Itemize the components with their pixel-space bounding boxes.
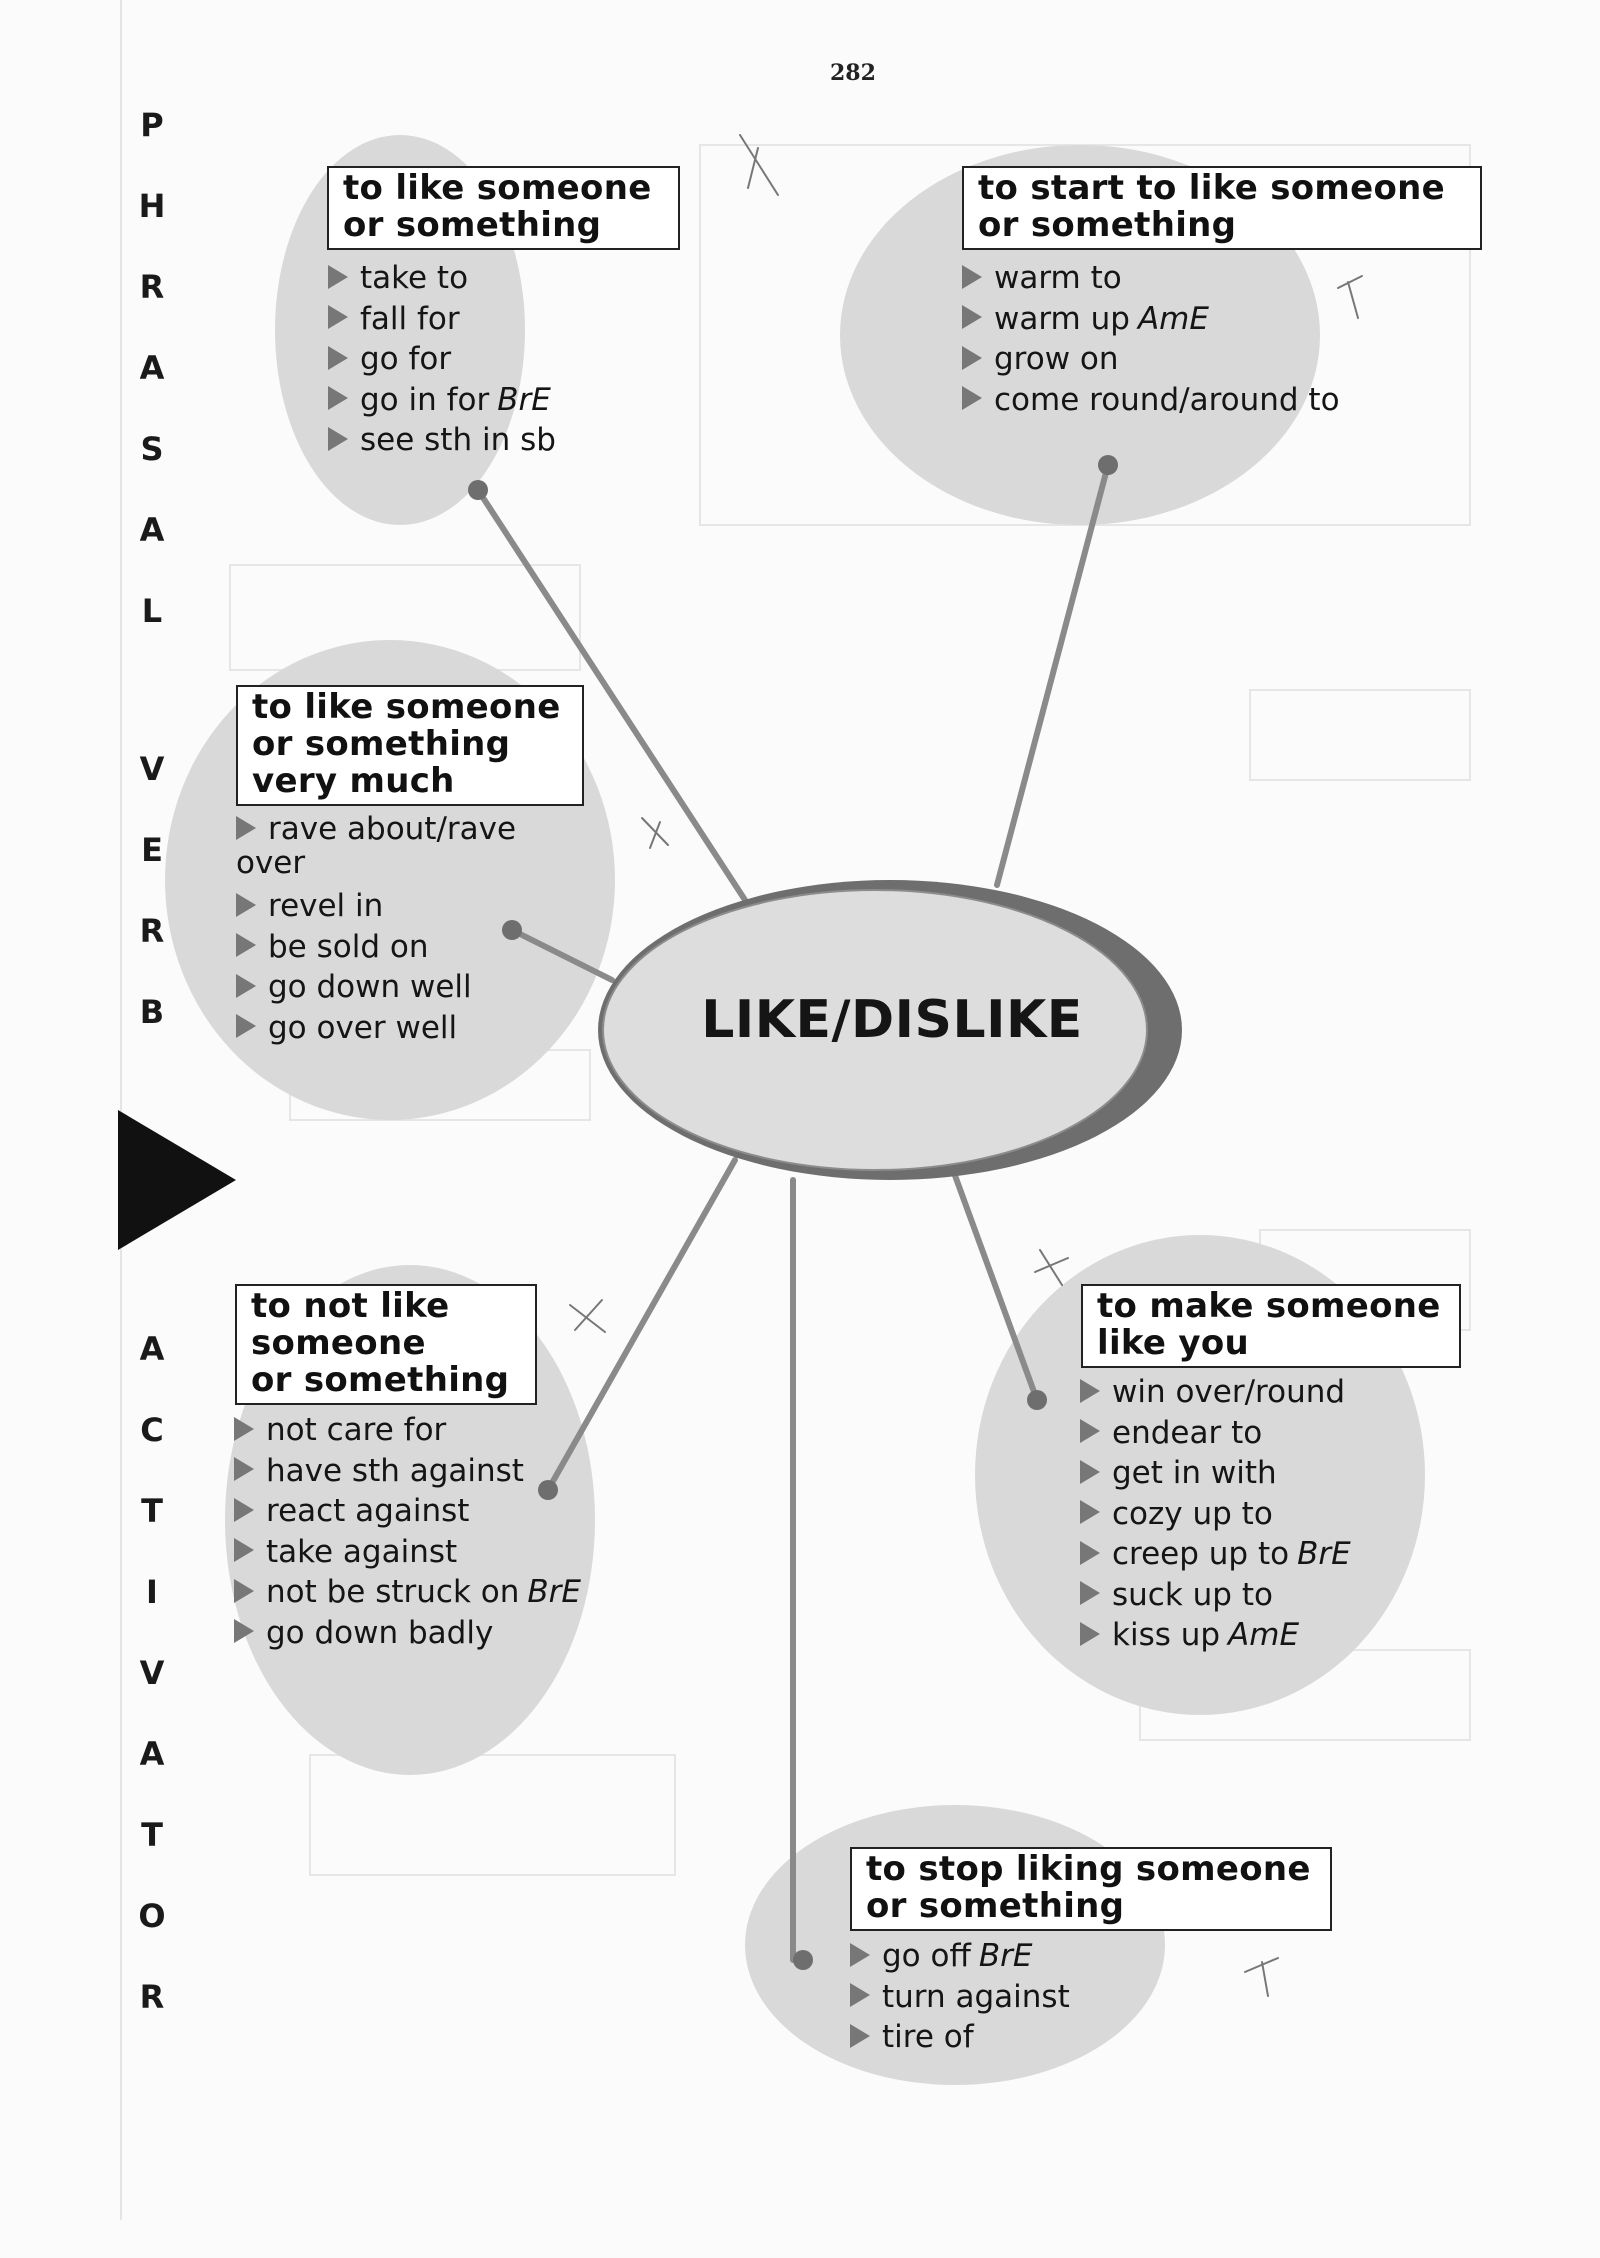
triangle-bullet-icon [1080, 1419, 1100, 1443]
phrase: grow on [994, 341, 1119, 377]
group-title-stop-liking [850, 1847, 1332, 1931]
side-letter: A [139, 511, 165, 549]
list-item [1080, 1534, 1351, 1575]
triangle-bullet-icon [850, 1983, 870, 2007]
usage-tag: AmE [1137, 300, 1209, 337]
phrase-list-not-like [234, 1410, 581, 1653]
phrase: go off [882, 1938, 971, 1974]
list-item [850, 1977, 1070, 2018]
triangle-bullet-icon [1080, 1622, 1100, 1646]
phrase: go for [360, 341, 452, 377]
triangle-bullet-icon [962, 346, 982, 370]
triangle-bullet-icon [1080, 1379, 1100, 1403]
title-line: or something [978, 205, 1237, 245]
phrase: take to [360, 260, 469, 296]
title-line: to not like [251, 1286, 450, 1326]
page-number: 282 [830, 60, 876, 86]
list-item [236, 812, 526, 880]
phrase: go down well [268, 969, 472, 1005]
list-item [236, 967, 526, 1008]
triangle-bullet-icon [236, 893, 256, 917]
triangle-bullet-icon [1080, 1581, 1100, 1605]
triangle-bullet-icon [1080, 1500, 1100, 1524]
triangle-bullet-icon [234, 1498, 254, 1522]
phrase: kiss up [1112, 1617, 1221, 1653]
phrase-list-start-to-like [962, 258, 1340, 420]
side-letter: V [139, 1654, 165, 1692]
side-letter: A [139, 1735, 165, 1773]
usage-tag: AmE [1228, 1617, 1300, 1653]
usage-tag: BrE [527, 1574, 581, 1610]
side-letter: R [139, 1978, 165, 2016]
list-item [234, 1532, 581, 1573]
triangle-bullet-icon [236, 974, 256, 998]
list-item [236, 927, 526, 968]
title-line: to stop liking someone [866, 1849, 1311, 1889]
phrase: turn against [882, 1978, 1070, 2015]
triangle-bullet-icon [328, 386, 348, 410]
phrase: have sth against [266, 1452, 524, 1489]
phrase: be sold on [268, 928, 429, 965]
title-line: or something [251, 1360, 510, 1400]
phrase: react against [266, 1493, 470, 1529]
phrase: come round/around to [994, 381, 1340, 418]
group-title-like [327, 166, 680, 250]
list-item [236, 886, 526, 927]
list-item [1080, 1575, 1351, 1616]
title-line: to start to like someone [978, 168, 1445, 208]
side-letter: R [139, 268, 165, 306]
side-letter: E [141, 831, 163, 869]
triangle-bullet-icon [962, 305, 982, 329]
side-letter: T [141, 1816, 163, 1854]
phrase: warm up [994, 300, 1130, 337]
triangle-bullet-icon [234, 1579, 254, 1603]
phrase: get in with [1112, 1455, 1277, 1491]
title-line: someone [251, 1323, 426, 1363]
title-line: or something [343, 205, 602, 245]
side-letter: C [140, 1411, 164, 1449]
triangle-bullet-icon [328, 346, 348, 370]
list-item [328, 299, 556, 340]
phrase-list-make-like-you [1080, 1372, 1351, 1656]
side-letter: A [139, 1330, 165, 1368]
triangle-bullet-icon [850, 1943, 870, 1967]
triangle-bullet-icon [328, 427, 348, 451]
phrase: go over well [268, 1009, 458, 1046]
phrase: go down badly [266, 1614, 494, 1651]
phrase: go in for [360, 381, 490, 418]
phrase: not care for [266, 1412, 447, 1448]
triangle-bullet-icon [1080, 1541, 1100, 1565]
list-item [234, 1410, 581, 1451]
phrase: win over/round [1112, 1374, 1346, 1410]
phrase-list-like-very-much [236, 812, 526, 1048]
list-item [850, 1936, 1070, 1977]
phrase: warm to [994, 260, 1122, 296]
list-item [234, 1613, 581, 1654]
list-item [236, 1008, 526, 1049]
side-letter: H [138, 187, 166, 225]
list-item [328, 420, 556, 461]
phrase: take against [266, 1533, 458, 1570]
triangle-bullet-icon [328, 265, 348, 289]
triangle-bullet-icon [1080, 1460, 1100, 1484]
side-letter: A [139, 349, 165, 387]
list-item [850, 2017, 1070, 2058]
triangle-bullet-icon [234, 1457, 254, 1481]
list-item [234, 1572, 581, 1613]
group-title-not-like [235, 1284, 537, 1405]
side-letter: O [138, 1897, 166, 1935]
title-line: or something [252, 724, 511, 764]
list-item [328, 339, 556, 380]
center-title: LIKE/DISLIKE [701, 990, 1083, 1050]
side-letter: L [141, 592, 163, 630]
title-line: or something [866, 1886, 1125, 1926]
title-line: to like someone [343, 168, 652, 208]
list-item [962, 339, 1340, 380]
list-item [234, 1491, 581, 1532]
phrase: not be struck on [266, 1574, 520, 1610]
side-letter: I [146, 1573, 158, 1611]
list-item [1080, 1413, 1351, 1454]
list-item [328, 258, 556, 299]
triangle-bullet-icon [328, 305, 348, 329]
side-letter: B [139, 993, 165, 1031]
phrase-list-like [328, 258, 556, 461]
triangle-bullet-icon [234, 1619, 254, 1643]
group-title-start-to-like [962, 166, 1482, 250]
triangle-bullet-icon [234, 1417, 254, 1441]
usage-tag: BrE [497, 381, 551, 418]
list-item [1080, 1615, 1351, 1656]
list-item [328, 380, 556, 421]
list-item [1080, 1494, 1351, 1535]
phrase: fall for [360, 300, 460, 337]
list-item [1080, 1372, 1351, 1413]
side-letter: V [139, 750, 165, 788]
phrase: endear to [1112, 1414, 1263, 1451]
group-title-make-like-you [1081, 1284, 1461, 1368]
triangle-bullet-icon [962, 386, 982, 410]
phrase: cozy up to [1112, 1495, 1273, 1532]
phrase: rave about/rave over [236, 811, 517, 881]
phrase: revel in [268, 888, 384, 924]
list-item [1080, 1453, 1351, 1494]
triangle-bullet-icon [236, 933, 256, 957]
side-letter: S [140, 430, 164, 468]
title-line: to make someone [1097, 1286, 1441, 1326]
phrase: creep up to [1112, 1536, 1290, 1572]
group-title-like-very-much [236, 685, 584, 806]
triangle-bullet-icon [236, 816, 256, 840]
triangle-bullet-icon [850, 2024, 870, 2048]
list-item [962, 380, 1340, 421]
list-item [234, 1451, 581, 1492]
side-letter: R [139, 912, 165, 950]
triangle-bullet-icon [234, 1538, 254, 1562]
list-item [962, 258, 1340, 299]
phrase-list-stop-liking [850, 1936, 1070, 2058]
triangle-bullet-icon [962, 265, 982, 289]
side-letter: T [141, 1492, 163, 1530]
phrase: suck up to [1112, 1576, 1273, 1613]
phrase: tire of [882, 2019, 974, 2055]
phrase: see sth in sb [360, 422, 556, 458]
triangle-bullet-icon [236, 1014, 256, 1038]
list-item [962, 299, 1340, 340]
title-line: very much [252, 761, 455, 801]
title-line: to like someone [252, 687, 561, 727]
section-marker-triangle [118, 1110, 236, 1250]
title-line: like you [1097, 1323, 1250, 1363]
usage-tag: BrE [978, 1938, 1033, 1974]
side-letter: P [140, 106, 164, 144]
usage-tag: BrE [1297, 1536, 1351, 1572]
